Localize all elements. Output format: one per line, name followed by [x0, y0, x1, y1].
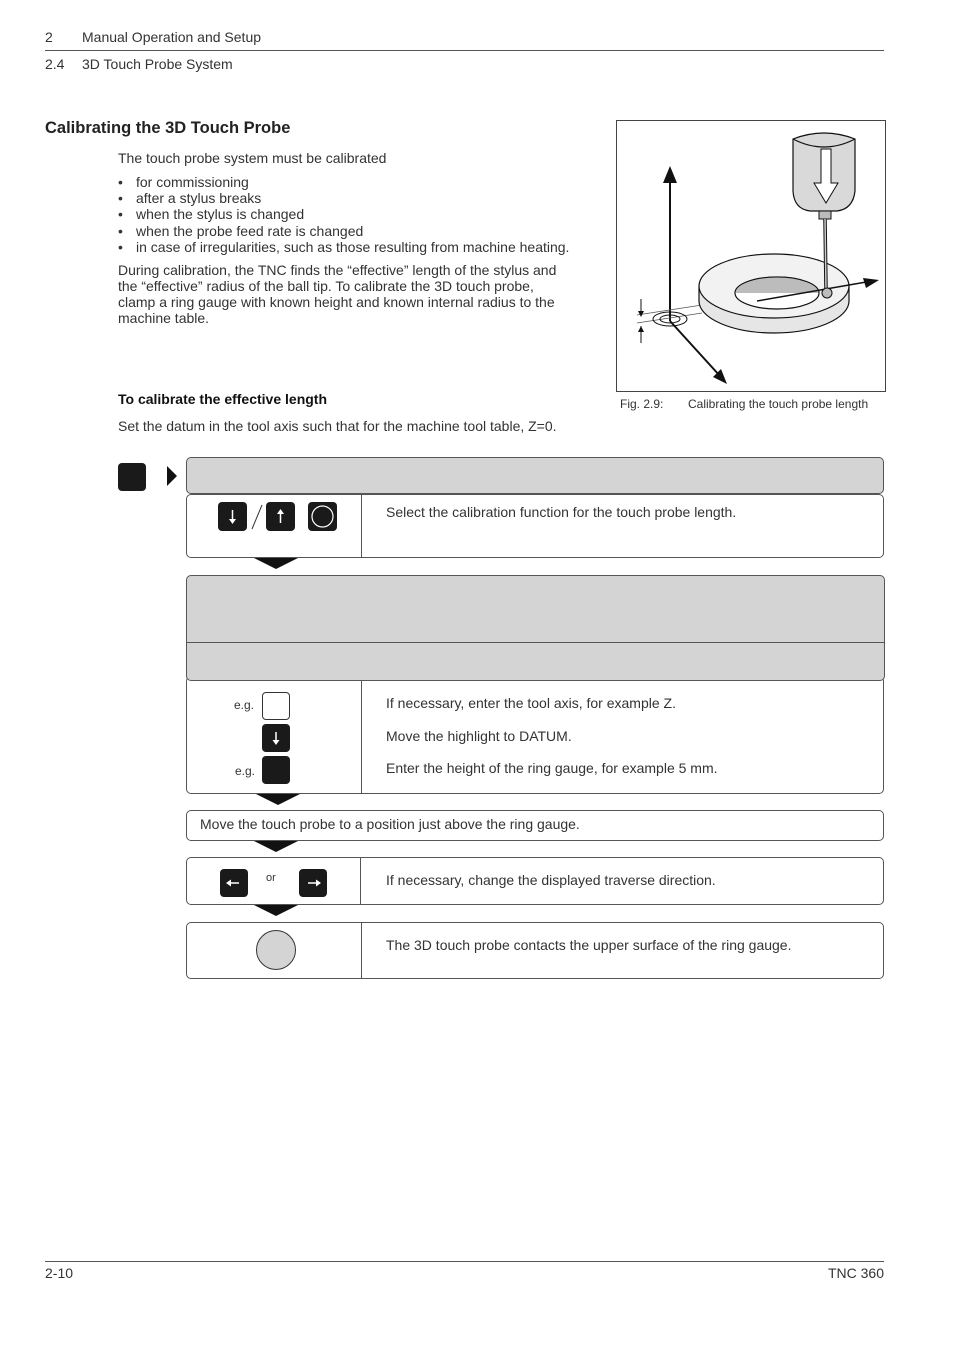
flow-arrow-icon — [254, 905, 298, 916]
move-highlight-text: Move the highlight to DATUM. — [386, 728, 572, 744]
direction-text: If necessary, change the displayed traverse direction. — [386, 872, 716, 888]
number-key[interactable] — [262, 756, 290, 784]
list-item: • after a stylus breaks — [118, 190, 598, 206]
axis-key[interactable] — [262, 692, 290, 720]
screen-divider — [187, 642, 884, 643]
bullet-list — [118, 174, 598, 255]
nc-start-key[interactable] — [256, 930, 296, 970]
header-rule — [45, 50, 884, 51]
arrow-right-icon — [299, 869, 327, 897]
arrow-down-key[interactable] — [218, 502, 247, 531]
figure-caption: Calibrating the touch probe length — [688, 397, 869, 411]
screen-display-panel — [186, 575, 885, 681]
intro-text: The touch probe system must be calibrated — [118, 150, 387, 166]
tool-axis-text: If necessary, enter the tool axis, for example Z. — [386, 695, 676, 711]
contact-text: The 3D touch probe contacts the upper surface of the ring gauge. — [386, 937, 792, 953]
arrow-down-icon — [218, 502, 247, 531]
circle-icon — [308, 502, 337, 531]
chapter-number: 2 — [45, 29, 53, 45]
arrow-down-key[interactable] — [262, 724, 290, 752]
flow-arrow-icon — [254, 558, 298, 569]
manual-mode-key[interactable] — [118, 463, 146, 491]
calibration-paragraph: During calibration, the TNC finds the “effective” length of the stylus and the “effective” radius of the ball tip. To calibrate the 3D touch probe, clamp a ring gauge with known height and known internal radius to the machine table. — [118, 262, 557, 326]
list-item: • when the probe feed rate is changed — [118, 223, 598, 239]
or-label: or — [266, 872, 276, 884]
arrow-right-key[interactable] — [299, 869, 327, 897]
page-number: 2-10 — [45, 1265, 74, 1281]
arrow-left-key[interactable] — [220, 869, 248, 897]
screen-display-bar — [186, 457, 884, 494]
chapter-title: Manual Operation and Setup — [82, 29, 262, 45]
arrow-up-key[interactable] — [266, 502, 295, 531]
slash-separator — [249, 503, 265, 531]
figure-frame — [616, 120, 886, 392]
footer-rule — [45, 1261, 884, 1262]
figure-number: Fig. 2.9: — [620, 397, 664, 411]
divider — [361, 494, 362, 558]
list-item: • for commissioning — [118, 174, 598, 190]
eg-label: e.g. — [234, 698, 255, 712]
datum-instruction: Set the datum in the tool axis such that for the machine tool table, Z=0. — [118, 418, 557, 434]
enter-key[interactable] — [308, 502, 337, 531]
list-item: • in case of irregularities, such as those resulting from machine heating. — [118, 239, 598, 255]
move-probe-text: Move the touch probe to a position just above the ring gauge. — [200, 816, 580, 832]
section-title: 3D Touch Probe System — [82, 56, 233, 72]
subheading: To calibrate the effective length — [118, 391, 328, 407]
section-number: 2.4 — [45, 56, 65, 72]
divider — [361, 681, 362, 794]
flow-arrow-icon — [256, 794, 300, 805]
touch-probe-illustration — [617, 121, 885, 391]
arrow-down-icon — [262, 724, 290, 752]
divider — [360, 857, 361, 905]
ring-height-text: Enter the height of the ring gauge, for example 5 mm. — [386, 760, 718, 776]
model-name: TNC 360 — [827, 1265, 884, 1281]
eg-label: e.g. — [235, 764, 256, 778]
arrow-up-icon — [266, 502, 295, 531]
flow-arrow-icon — [254, 841, 298, 852]
play-arrow-icon — [167, 466, 177, 486]
select-function-text: Select the calibration function for the touch probe length. — [386, 504, 737, 520]
divider — [361, 922, 362, 979]
list-item: • when the stylus is changed — [118, 206, 598, 222]
page-title: Calibrating the 3D Touch Probe — [45, 119, 291, 137]
arrow-left-icon — [220, 869, 248, 897]
